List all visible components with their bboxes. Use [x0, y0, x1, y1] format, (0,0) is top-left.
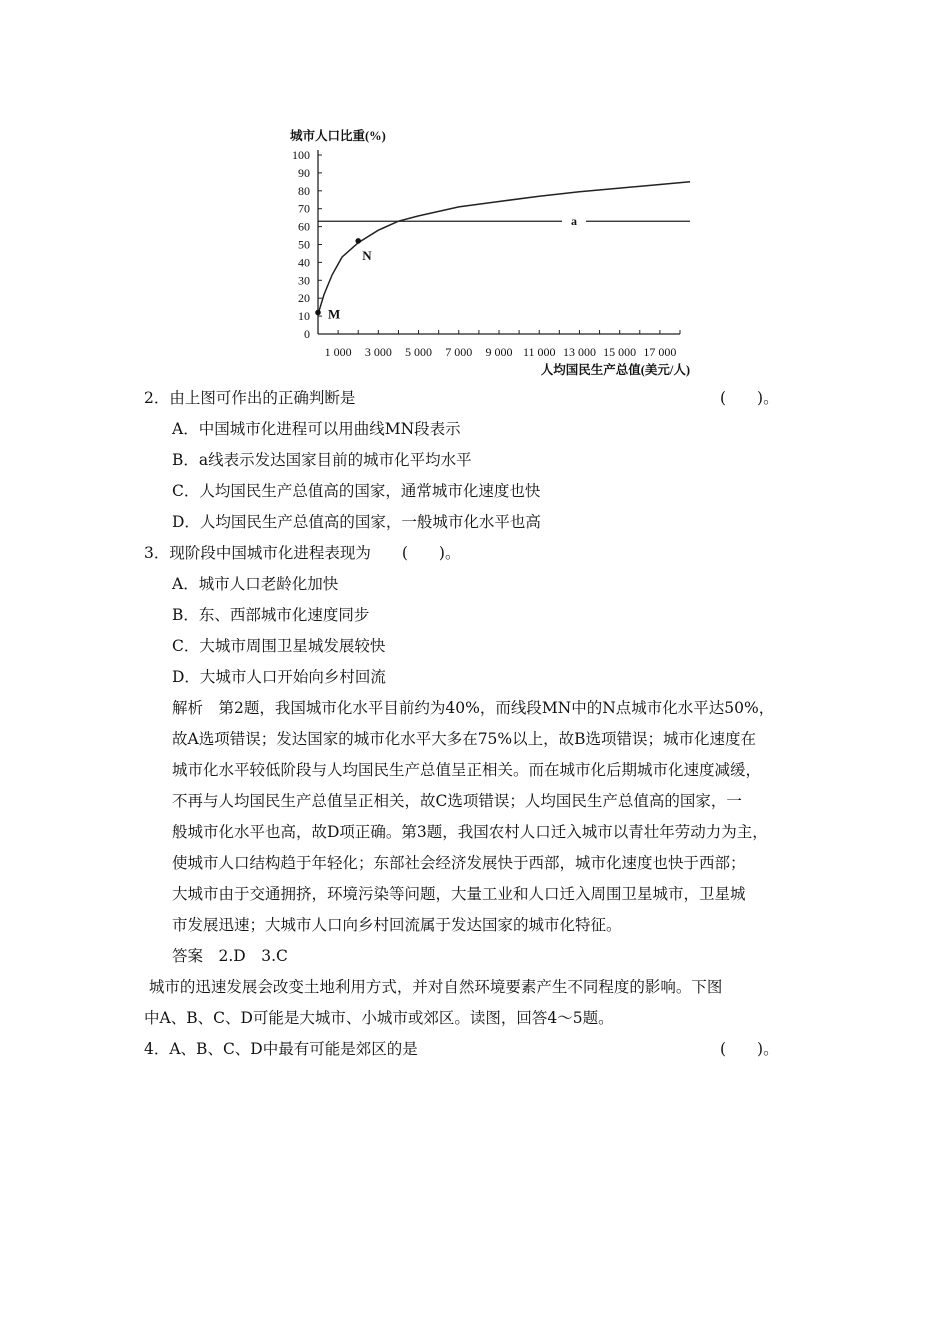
- q3-option-b: B．东、西部城市化速度同步: [172, 606, 370, 624]
- q3-option-c: C．大城市周围卫星城发展较快: [172, 637, 386, 655]
- intro-line: 中A、B、C、D可能是大城市、小城市或郊区。读图，回答4～5题。: [144, 1009, 614, 1027]
- series-curve: [318, 182, 690, 314]
- point-M: [315, 310, 321, 316]
- y-tick-label: 60: [298, 219, 310, 234]
- q3-stem: 3．现阶段中国城市化进程表现为 ( )。: [144, 544, 461, 562]
- y-tick-label: 50: [298, 237, 310, 252]
- point-label-M: M: [328, 306, 341, 322]
- q4-stem: 4．A、B、C、D中最有可能是郊区的是: [144, 1040, 418, 1058]
- x-tick-label: 1 000: [324, 345, 352, 359]
- x-axis-label: 人均国民生产总值(美元/人): [540, 363, 690, 377]
- analysis-line: 不再与人均国民生产总值呈正相关，故C选项错误；人均国民生产总值高的国家，一: [172, 792, 742, 810]
- y-tick-label: 70: [298, 201, 310, 216]
- analysis-line: 大城市由于交通拥挤，环境污染等问题，大量工业和人口迁入周围卫星城市，卫星城: [172, 885, 746, 903]
- y-axis-label: 城市人口比重(%): [290, 129, 386, 143]
- analysis-line: 般城市化水平也高，故D项正确。第3题，我国农村人口迁入城市以青壮年劳动力为主，: [172, 823, 768, 841]
- x-tick-label: 7 000: [445, 345, 473, 359]
- y-tick-label: 80: [298, 183, 310, 198]
- y-tick-label: 40: [298, 255, 310, 270]
- x-tick-label: 11 000: [522, 345, 556, 359]
- analysis-line: 解析 第2题，我国城市化水平目前约为40%，而线段MN中的N点城市化水平达50%，: [172, 699, 775, 717]
- x-tick-label: 15 000: [603, 345, 637, 359]
- y-tick-label: 0: [304, 327, 310, 341]
- y-tick-label: 90: [298, 165, 310, 180]
- q2-option-b: B．a线表示发达国家目前的城市化平均水平: [172, 451, 472, 469]
- analysis-line: 城市化水平较低阶段与人均国民生产总值呈正相关。而在城市化后期城市化速度减缓，: [172, 761, 762, 779]
- x-tick-label: 3 000: [364, 345, 392, 359]
- q2-option-c: C．人均国民生产总值高的国家，通常城市化速度也快: [172, 482, 541, 500]
- y-tick-label: 20: [298, 291, 310, 306]
- q2-stem: 2．由上图可作出的正确判断是: [144, 389, 356, 407]
- intro-line: 城市的迅速发展会改变土地利用方式，并对自然环境要素产生不同程度的影响。下图: [144, 978, 723, 996]
- q2-option-a: A．中国城市化进程可以用曲线MN段表示: [172, 420, 461, 438]
- q3-option-d: D．大城市人口开始向乡村回流: [172, 668, 386, 686]
- x-tick-label: 13 000: [562, 345, 596, 359]
- q2-paren: ( )。: [720, 389, 779, 407]
- analysis-line: 故A选项错误；发达国家的城市化水平大多在75%以上，故B选项错误；城市化速度在: [172, 730, 757, 748]
- answer-line: 答案 2.D 3.C: [172, 947, 288, 965]
- y-tick-label: 10: [298, 309, 310, 324]
- urbanization-chart: [270, 120, 710, 385]
- line-a-label: a: [571, 214, 577, 229]
- point-N: [355, 238, 361, 244]
- analysis-line: 市发展迅速；大城市人口向乡村回流属于发达国家的城市化特征。: [172, 916, 622, 934]
- chart-svg: [270, 120, 710, 385]
- q3-option-a: A．城市人口老龄化加快: [172, 575, 339, 593]
- x-tick-label: 17 000: [643, 345, 677, 359]
- x-tick-label: 9 000: [485, 345, 513, 359]
- x-tick-label: 5 000: [405, 345, 433, 359]
- y-tick-label: 30: [298, 273, 310, 288]
- point-label-N: N: [362, 247, 372, 263]
- y-tick-label: 100: [292, 148, 310, 162]
- q4-paren: ( )。: [720, 1040, 779, 1058]
- analysis-line: 使城市人口结构趋于年轻化；东部社会经济发展快于西部，城市化速度也快于西部；: [172, 854, 746, 872]
- q2-option-d: D．人均国民生产总值高的国家，一般城市化水平也高: [172, 513, 541, 531]
